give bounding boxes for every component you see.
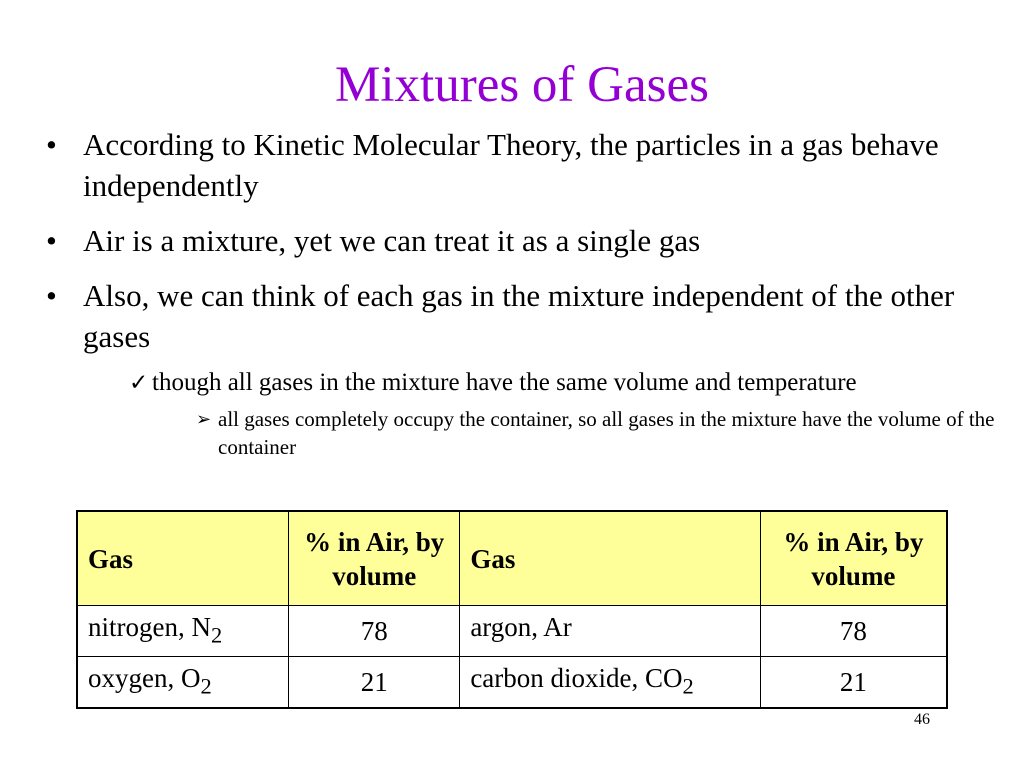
gas-name-cell: argon, Ar <box>460 606 761 657</box>
bullet-text: Air is a mixture, yet we can treat it as a single gas <box>83 223 701 258</box>
sub-bullet-item <box>129 367 1016 399</box>
bullet-dot-icon: • <box>46 278 57 313</box>
sub-sub-bullet-item <box>196 405 1018 461</box>
percent-cell: 21 <box>289 657 460 709</box>
gas-name-cell: nitrogen, $N_2$ <box>77 606 289 657</box>
percent-cell: 78 <box>289 606 460 657</box>
column-header-percent: % in Air, by volume <box>760 511 947 606</box>
bullet-item <box>46 275 1016 357</box>
slide-title: Mixtures of Gases <box>335 57 709 113</box>
percent-cell: 21 <box>760 657 947 709</box>
column-header-gas: Gas <box>77 511 289 606</box>
column-header-percent: % in Air, by volume <box>289 511 460 606</box>
bullet-item <box>46 220 1016 261</box>
bullet-item <box>46 124 1016 206</box>
table-row <box>77 657 947 709</box>
bullet-dot-icon: • <box>46 223 57 258</box>
sub-sub-bullet-text: all gases completely occupy the container, so all gases in the mixture have the volume of the container <box>218 407 995 459</box>
sub-bullet-text: though all gases in the mixture have the same volume and temperature <box>152 369 857 396</box>
percent-cell: 78 <box>760 606 947 657</box>
bullet-text: Also, we can think of each gas in the mixture independent of the other gases <box>83 278 955 354</box>
gas-composition-table <box>76 510 948 709</box>
gas-name-cell: oxygen, $O_2$ <box>77 657 289 709</box>
gas-name-cell: carbon dioxide, $CO_2$ <box>460 657 761 709</box>
bullet-list <box>46 124 1016 461</box>
bullet-dot-icon: • <box>46 127 57 162</box>
page-number: 46 <box>914 711 930 728</box>
table-row <box>77 606 947 657</box>
checkmark-icon: ✓ <box>129 370 149 395</box>
column-header-gas: Gas <box>460 511 761 606</box>
bullet-text: According to Kinetic Molecular Theory, the particles in a gas behave independently <box>83 127 939 203</box>
table-header-row <box>77 511 947 606</box>
arrowhead-icon: ➢ <box>196 409 212 429</box>
